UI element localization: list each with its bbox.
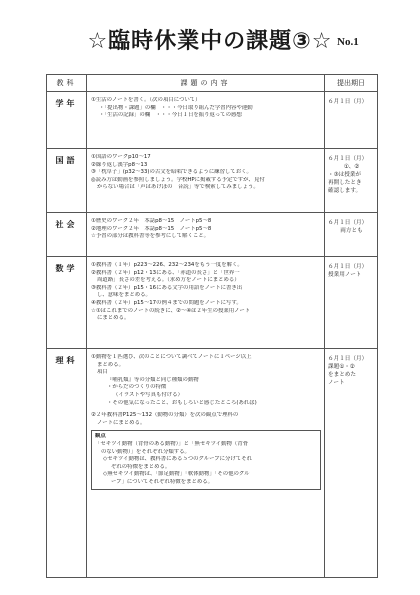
due-line: ・③は授業が	[328, 172, 361, 178]
content-line: ③教科書（２年）p15・16にある文字の用語をノートに書き出	[91, 284, 243, 291]
viewpoint-line: ープ」についてそれぞれ特徴をまとめる。	[111, 478, 214, 485]
content-line: ・その他気になったこと、おもしろいと感じたところ(あれば)	[107, 399, 257, 406]
content-line: ☆予習の部分は教科書等を参考にして解くこと。	[91, 233, 210, 240]
table-row-social-studies	[47, 213, 378, 257]
header-subject: 教科	[47, 75, 87, 92]
content-cell	[87, 92, 325, 149]
content-line: ノートにまとめる。	[97, 419, 146, 426]
content-cell	[87, 149, 325, 213]
due-cell	[325, 349, 378, 578]
content-line: ・「生活の記録」の欄 ・・・今日１日を振り返っての感想	[99, 112, 242, 119]
content-line: ①動物を１匹選び、次のことについて調べてノートに１ページ以上	[91, 354, 252, 360]
content-line: ②繰り返し漢字p8～13	[91, 161, 148, 168]
content-line: にまとめる。	[97, 315, 130, 322]
content-line: ☆①はこれまでのノートの続きに、②～④は２年生の授業用ノート	[91, 307, 251, 314]
content-line: からない場合は「声はあけぼの 音読」等で検索してみましょう。	[97, 184, 259, 191]
header-due-date: 提出期日	[325, 75, 378, 92]
due-line: ６月１日（月）	[328, 99, 368, 105]
content-line: 『哺乳類』等の分類と同じ種類の動物	[107, 376, 199, 383]
content-cell	[87, 213, 325, 257]
content-line: ④教科書（２年）p15～17の例４までの問題をノートに写す。	[91, 299, 242, 306]
content-line: ①教科書（１年）p223～226、232～234をもう一度を解く。	[91, 262, 243, 268]
viewpoint-title: 観点	[95, 433, 106, 440]
viewpoint-box	[91, 430, 321, 489]
content-line: （イラストや写真も付ける）	[113, 391, 183, 398]
due-cell	[325, 92, 378, 149]
due-line: ノート	[328, 380, 345, 386]
viewpoint-line: ぞれの特徴をまとめる。	[111, 463, 171, 470]
subject-cell: 国語	[47, 149, 87, 213]
content-line: ◎読み方は動画を参照しましょう。学校HPに掲載する予定ですが、見付	[91, 176, 265, 183]
table-row-science	[47, 349, 378, 578]
due-line: 両方とも	[340, 228, 363, 234]
content-line: ①歴史のワーク２年 本誌p8～15 ノートp5～8	[91, 218, 212, 224]
viewpoint-line: ◇無セキツイ動物は、「節足動物」「軟体動物」「その他のグル	[103, 471, 250, 478]
subject-cell: 数学	[47, 257, 87, 349]
table-header-row	[47, 75, 378, 92]
content-line: ②地理のワーク２年 本誌p8～15 ノートp5～8	[91, 225, 212, 232]
header-content: 課題の内容	[87, 75, 325, 92]
content-cell	[87, 349, 325, 578]
content-line: ・「提出物・課題」の欄 ・・・今日取り組んだ学習内容や運動	[99, 104, 253, 111]
subject-cell: 学年	[47, 92, 87, 149]
page-number: No.1	[337, 36, 359, 48]
due-line: 授業用ノート	[328, 272, 362, 278]
content-cell	[87, 257, 325, 349]
content-line: ・からだのつくりの特徴	[107, 384, 167, 391]
due-line: 確認します。	[328, 188, 362, 194]
viewpoint-line: ◇セキツイ動物は、教科書にある５つのグループに分けてそれ	[103, 456, 252, 463]
content-line: ①生活のノートを書く。（次の項目について）	[91, 97, 201, 103]
due-cell	[325, 257, 378, 349]
due-line: ６月１日（月）	[328, 264, 368, 270]
content-line: 項目	[97, 369, 108, 376]
content-line: まとめる。	[97, 361, 124, 368]
due-cell	[325, 149, 378, 213]
due-line: 課題①・②	[328, 364, 355, 370]
content-line: ③「枕草子」(p32～33)の古文を暗唱できるように練習しておく。	[91, 169, 252, 176]
viewpoint-line: のない動物）」をそれぞれ分類する。	[101, 448, 190, 455]
viewpoint-line: 「セキツイ動物（背骨のある動物）」と「無セキツイ動物（背骨	[95, 440, 249, 447]
content-line: ①国語のワークp10～17	[91, 154, 151, 160]
assignment-table	[46, 74, 378, 578]
table-row-math	[47, 257, 378, 349]
subject-cell: 理科	[47, 349, 87, 578]
due-line: をまとめた	[328, 372, 356, 378]
content-line: ②教科書（２年）p12・13にある、「赤道の長さ」と「世界一	[91, 269, 240, 276]
content-line: ②２年教科書P125～132（動物の分類）を次の観点で理科の	[91, 412, 239, 419]
due-line: ６月１日（月）	[328, 356, 368, 362]
table-row-japanese	[47, 149, 378, 213]
due-line: ６月１日（月）	[328, 156, 368, 162]
content-line: し、意味をまとめる。	[97, 292, 151, 299]
table-row-grade	[47, 92, 378, 149]
due-cell	[325, 213, 378, 257]
page-title: ☆臨時休業中の課題③☆	[87, 29, 333, 54]
due-line: ①、②	[343, 164, 360, 170]
due-line: ６月１日（月）	[328, 220, 368, 226]
due-line: 再開したとき	[328, 180, 362, 186]
content-line: 周道路」長さの差を考える。（求め方をノートにまとめる）	[97, 277, 240, 284]
subject-cell: 社会	[47, 213, 87, 257]
